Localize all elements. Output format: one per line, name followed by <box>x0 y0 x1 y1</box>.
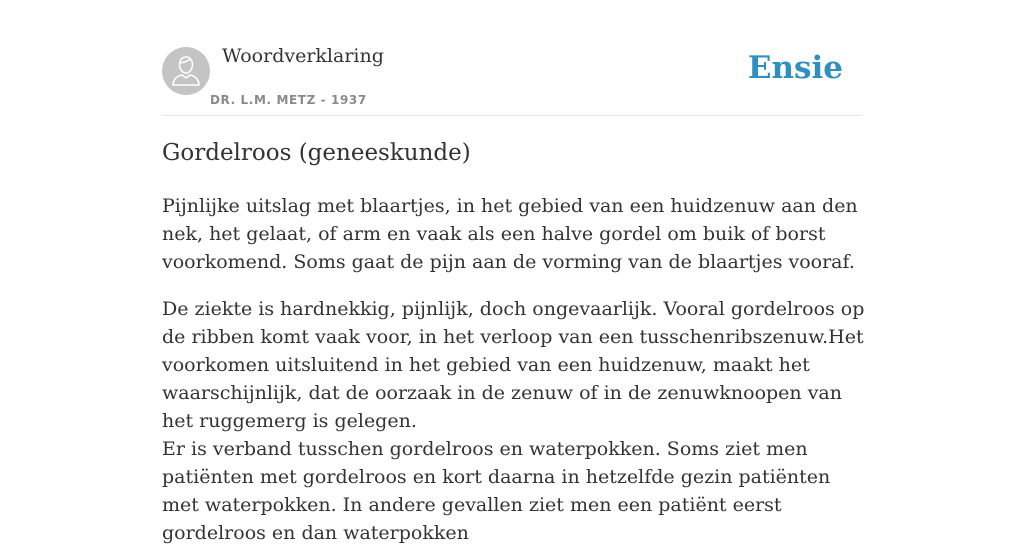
ensie-logo[interactable]: Ensie <box>747 50 843 86</box>
user-placeholder-icon <box>162 47 210 95</box>
entry-paragraph-1: Pijnlijke uitslag met blaartjes, in het gebied van een huidzenuw aan den nek, het gelaat, of arm en vaak als een halve gordel om buik of borst voorkomend. Soms gaat de pijn aan de vorming van de blaartjes vooraf. <box>162 195 858 273</box>
entry-title: Gordelroos (geneeskunde) <box>162 140 471 166</box>
source-author-year: DR. L.M. METZ - 1937 <box>210 93 367 107</box>
entry-paragraph-2: De ziekte is hardnekkig, pijnlijk, doch ongevaarlijk. Vooral gordelroos op de ribben komt vaak voor, in het verloop van een tusschenribszenuw.Het voorkomen uitsluitend in het gebied van een huidzenuw, maakt het waarschijnlijk, dat de oorzaak in de zenuw of in de zenuwknoopen van het ruggemerg is gelegen. <box>162 298 865 432</box>
header-divider <box>162 115 862 116</box>
source-title-link[interactable]: Woordverklaring <box>222 45 384 67</box>
entry-paragraph-3: Er is verband tusschen gordelroos en waterpokken. Soms ziet men patiënten met gordelroos en kort daarna in hetzelfde gezin patiënten met waterpokken. In andere gevallen ziet men een patiënt eerst gordelroos en dan waterpokken <box>162 438 831 544</box>
avatar[interactable] <box>162 47 210 95</box>
